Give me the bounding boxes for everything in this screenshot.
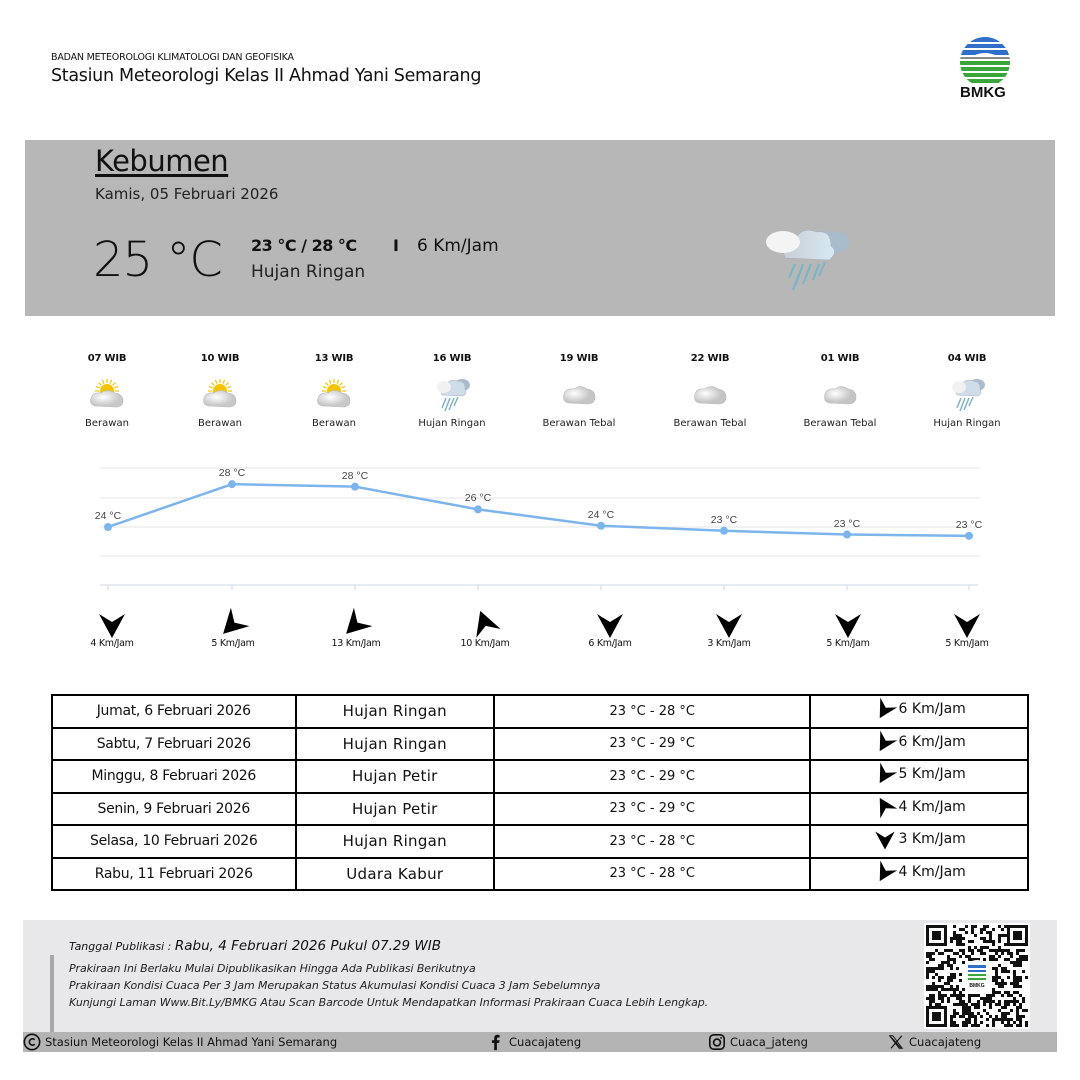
wind-direction-icon (873, 730, 897, 754)
hour-time: 04 WIB (947, 353, 987, 364)
rain-cloud-icon (947, 374, 987, 414)
wind-speed: 5 Km/Jam (211, 638, 255, 649)
wind-direction-icon (873, 762, 897, 786)
hourly-item (650, 353, 770, 429)
hourly-item (47, 353, 167, 429)
hour-condition: Berawan Tebal (673, 418, 747, 429)
x-icon (887, 1033, 905, 1051)
wind-direction-icon (96, 608, 128, 640)
day-wind-speed: 3 Km/Jam (898, 831, 966, 848)
publication-date (69, 938, 441, 954)
data-label: 23 °C (955, 518, 983, 531)
wind-item (173, 608, 293, 649)
hour-condition: Hujan Ringan (418, 418, 486, 429)
table-row (52, 825, 1028, 858)
day-condition: Hujan Ringan (296, 825, 495, 858)
hour-time: 10 WIB (200, 353, 240, 364)
day-date: Senin, 9 Februari 2026 (52, 793, 296, 826)
bmkg-logo-icon (955, 34, 1015, 84)
table-row (52, 695, 1028, 728)
wind-speed: 10 Km/Jam (460, 638, 510, 649)
current-date: Kamis, 05 Februari 2026 (95, 185, 279, 203)
day-condition: Hujan Petir (296, 793, 495, 826)
hour-time: 07 WIB (87, 353, 127, 364)
wind-direction-icon (873, 860, 897, 884)
day-date: Jumat, 6 Februari 2026 (52, 695, 296, 728)
wind-item (52, 608, 172, 649)
data-label: 28 °C (218, 467, 246, 480)
hourly-item (780, 353, 900, 429)
data-point[interactable] (597, 522, 605, 530)
wind-direction-icon (873, 795, 897, 819)
facebook-icon (487, 1033, 505, 1051)
wind-item (669, 608, 789, 649)
hour-condition: Berawan Tebal (803, 418, 877, 429)
day-temperature: 23 °C - 29 °C (494, 793, 810, 826)
wind-direction-icon (832, 608, 864, 640)
wind-speed: 4 Km/Jam (90, 638, 134, 649)
hourly-item (274, 353, 394, 429)
wind-direction-icon (713, 608, 745, 640)
data-label: 23 °C (710, 513, 738, 526)
bottom-bar (23, 1032, 1057, 1052)
hourly-item (907, 353, 1027, 429)
hourly-item (392, 353, 512, 429)
wind-direction-icon (217, 608, 249, 640)
data-point[interactable] (351, 483, 359, 491)
data-point[interactable] (228, 480, 236, 488)
wind-direction-icon (594, 608, 626, 640)
data-point[interactable] (104, 523, 112, 531)
data-point[interactable] (965, 532, 973, 540)
copyright-text: Stasiun Meteorologi Kelas II Ahmad Yani Semarang (45, 1035, 338, 1049)
day-condition: Hujan Petir (296, 760, 495, 793)
hour-time: 19 WIB (559, 353, 599, 364)
day-wind (810, 728, 1028, 761)
day-temperature: 23 °C - 29 °C (494, 728, 810, 761)
day-wind-speed: 4 Km/Jam (898, 798, 966, 815)
facebook-handle: Cuacajateng (509, 1035, 582, 1049)
rain-cloud-icon (432, 374, 472, 414)
hour-time: 22 WIB (690, 353, 730, 364)
hourly-item (519, 353, 639, 429)
day-wind (810, 858, 1028, 891)
hour-condition: Berawan (85, 418, 129, 429)
day-date: Sabtu, 7 Februari 2026 (52, 728, 296, 761)
hour-condition: Berawan (312, 418, 356, 429)
x-handle: Cuacajateng (909, 1035, 982, 1049)
rain-cloud-icon (765, 220, 855, 300)
current-wind: 6 Km/Jam (417, 236, 499, 256)
current-condition: Hujan Ringan (251, 262, 366, 282)
wind-speed: 5 Km/Jam (826, 638, 870, 649)
city-name: Kebumen (95, 144, 229, 178)
qr-code[interactable] (924, 923, 1030, 1029)
day-wind (810, 760, 1028, 793)
wind-speed: 5 Km/Jam (945, 638, 989, 649)
partly-cloudy-icon (314, 374, 354, 414)
data-point[interactable] (720, 527, 728, 535)
svg-text:BMKG: BMKG (969, 983, 985, 989)
partly-cloudy-icon (87, 374, 127, 414)
facebook-link[interactable] (487, 1032, 581, 1052)
partly-cloudy-icon (200, 374, 240, 414)
day-wind-speed: 5 Km/Jam (898, 766, 966, 783)
instagram-icon (708, 1033, 726, 1051)
day-date: Minggu, 8 Februari 2026 (52, 760, 296, 793)
wind-direction-icon (469, 608, 501, 640)
day-date: Selasa, 10 Februari 2026 (52, 825, 296, 858)
separator: I (393, 236, 399, 255)
hour-condition: Berawan (198, 418, 242, 429)
wind-speed: 3 Km/Jam (707, 638, 751, 649)
wind-item (296, 608, 416, 649)
day-condition: Udara Kabur (296, 858, 495, 891)
footer-accent-bar (50, 955, 54, 1032)
data-label: 26 °C (464, 492, 492, 505)
wind-item (425, 608, 545, 649)
wind-direction-icon (873, 697, 897, 721)
day-wind-speed: 4 Km/Jam (898, 863, 966, 880)
wind-direction-icon (951, 608, 983, 640)
hour-condition: Berawan Tebal (542, 418, 616, 429)
data-point[interactable] (843, 531, 851, 539)
data-label: 24 °C (587, 508, 615, 521)
wind-item (907, 608, 1027, 649)
logo-text: BMKG (960, 84, 1006, 101)
footer-note: Prakiraan Ini Berlaku Mulai Dipublikasikan Hingga Ada Publikasi Berikutnya (69, 962, 476, 975)
qr-code-icon (924, 923, 1030, 1029)
day-wind-speed: 6 Km/Jam (898, 733, 966, 750)
current-temperature: 25 °C (93, 232, 222, 288)
day-wind-speed: 6 Km/Jam (898, 701, 966, 718)
bmkg-logo (955, 34, 1015, 104)
hourly-item (160, 353, 280, 429)
table-row (52, 793, 1028, 826)
day-wind (810, 793, 1028, 826)
day-wind (810, 825, 1028, 858)
station-name: Stasiun Meteorologi Kelas II Ahmad Yani Semarang (51, 66, 482, 86)
current-weather-panel (25, 140, 1055, 316)
table-row (52, 858, 1028, 891)
data-label: 24 °C (94, 510, 122, 522)
overcast-icon (820, 374, 860, 414)
wind-direction-icon (340, 608, 372, 640)
table-row (52, 728, 1028, 761)
data-label: 28 °C (341, 469, 369, 482)
copyright (23, 1032, 337, 1052)
day-temperature: 23 °C - 28 °C (494, 858, 810, 891)
x-link[interactable] (887, 1032, 981, 1052)
data-label: 23 °C (833, 517, 861, 530)
wind-item (550, 608, 670, 649)
footer-note: Kunjungi Laman Www.Bit.Ly/BMKG Atau Scan Barcode Untuk Mendapatkan Informasi Prakiraan Cuaca Lebih Lengkap. (69, 996, 709, 1009)
temperature-range: 23 °C / 28 °C (251, 236, 357, 255)
day-temperature: 23 °C - 28 °C (494, 825, 810, 858)
hour-condition: Hujan Ringan (933, 418, 1001, 429)
footer-panel (23, 920, 1057, 1032)
hour-time: 01 WIB (820, 353, 860, 364)
publication-label: Tanggal Publikasi : (69, 940, 175, 953)
hour-time: 13 WIB (314, 353, 354, 364)
instagram-handle: Cuaca_jateng (730, 1035, 808, 1049)
hour-time: 16 WIB (432, 353, 472, 364)
agency-name: BADAN METEOROLOGI KLIMATOLOGI DAN GEOFISIKA (51, 52, 294, 63)
day-wind (810, 695, 1028, 728)
wind-item (788, 608, 908, 649)
day-date: Rabu, 11 Februari 2026 (52, 858, 296, 891)
publication-value: Rabu, 4 Februari 2026 Pukul 07.29 WIB (174, 938, 441, 954)
wind-direction-icon (873, 827, 897, 851)
day-condition: Hujan Ringan (296, 695, 495, 728)
wind-speed: 6 Km/Jam (588, 638, 632, 649)
day-temperature: 23 °C - 28 °C (494, 695, 810, 728)
day-temperature: 23 °C - 29 °C (494, 760, 810, 793)
overcast-icon (690, 374, 730, 414)
footer-note: Prakiraan Kondisi Cuaca Per 3 Jam Merupakan Status Akumulasi Kondisi Cuaca 3 Jam Sebelumnya (69, 979, 601, 992)
day-condition: Hujan Ringan (296, 728, 495, 761)
data-point[interactable] (474, 505, 482, 513)
wind-speed: 13 Km/Jam (331, 638, 381, 649)
table-row (52, 760, 1028, 793)
copyright-icon (23, 1033, 41, 1051)
overcast-icon (559, 374, 599, 414)
daily-forecast-table (51, 694, 1029, 891)
instagram-link[interactable] (708, 1032, 808, 1052)
